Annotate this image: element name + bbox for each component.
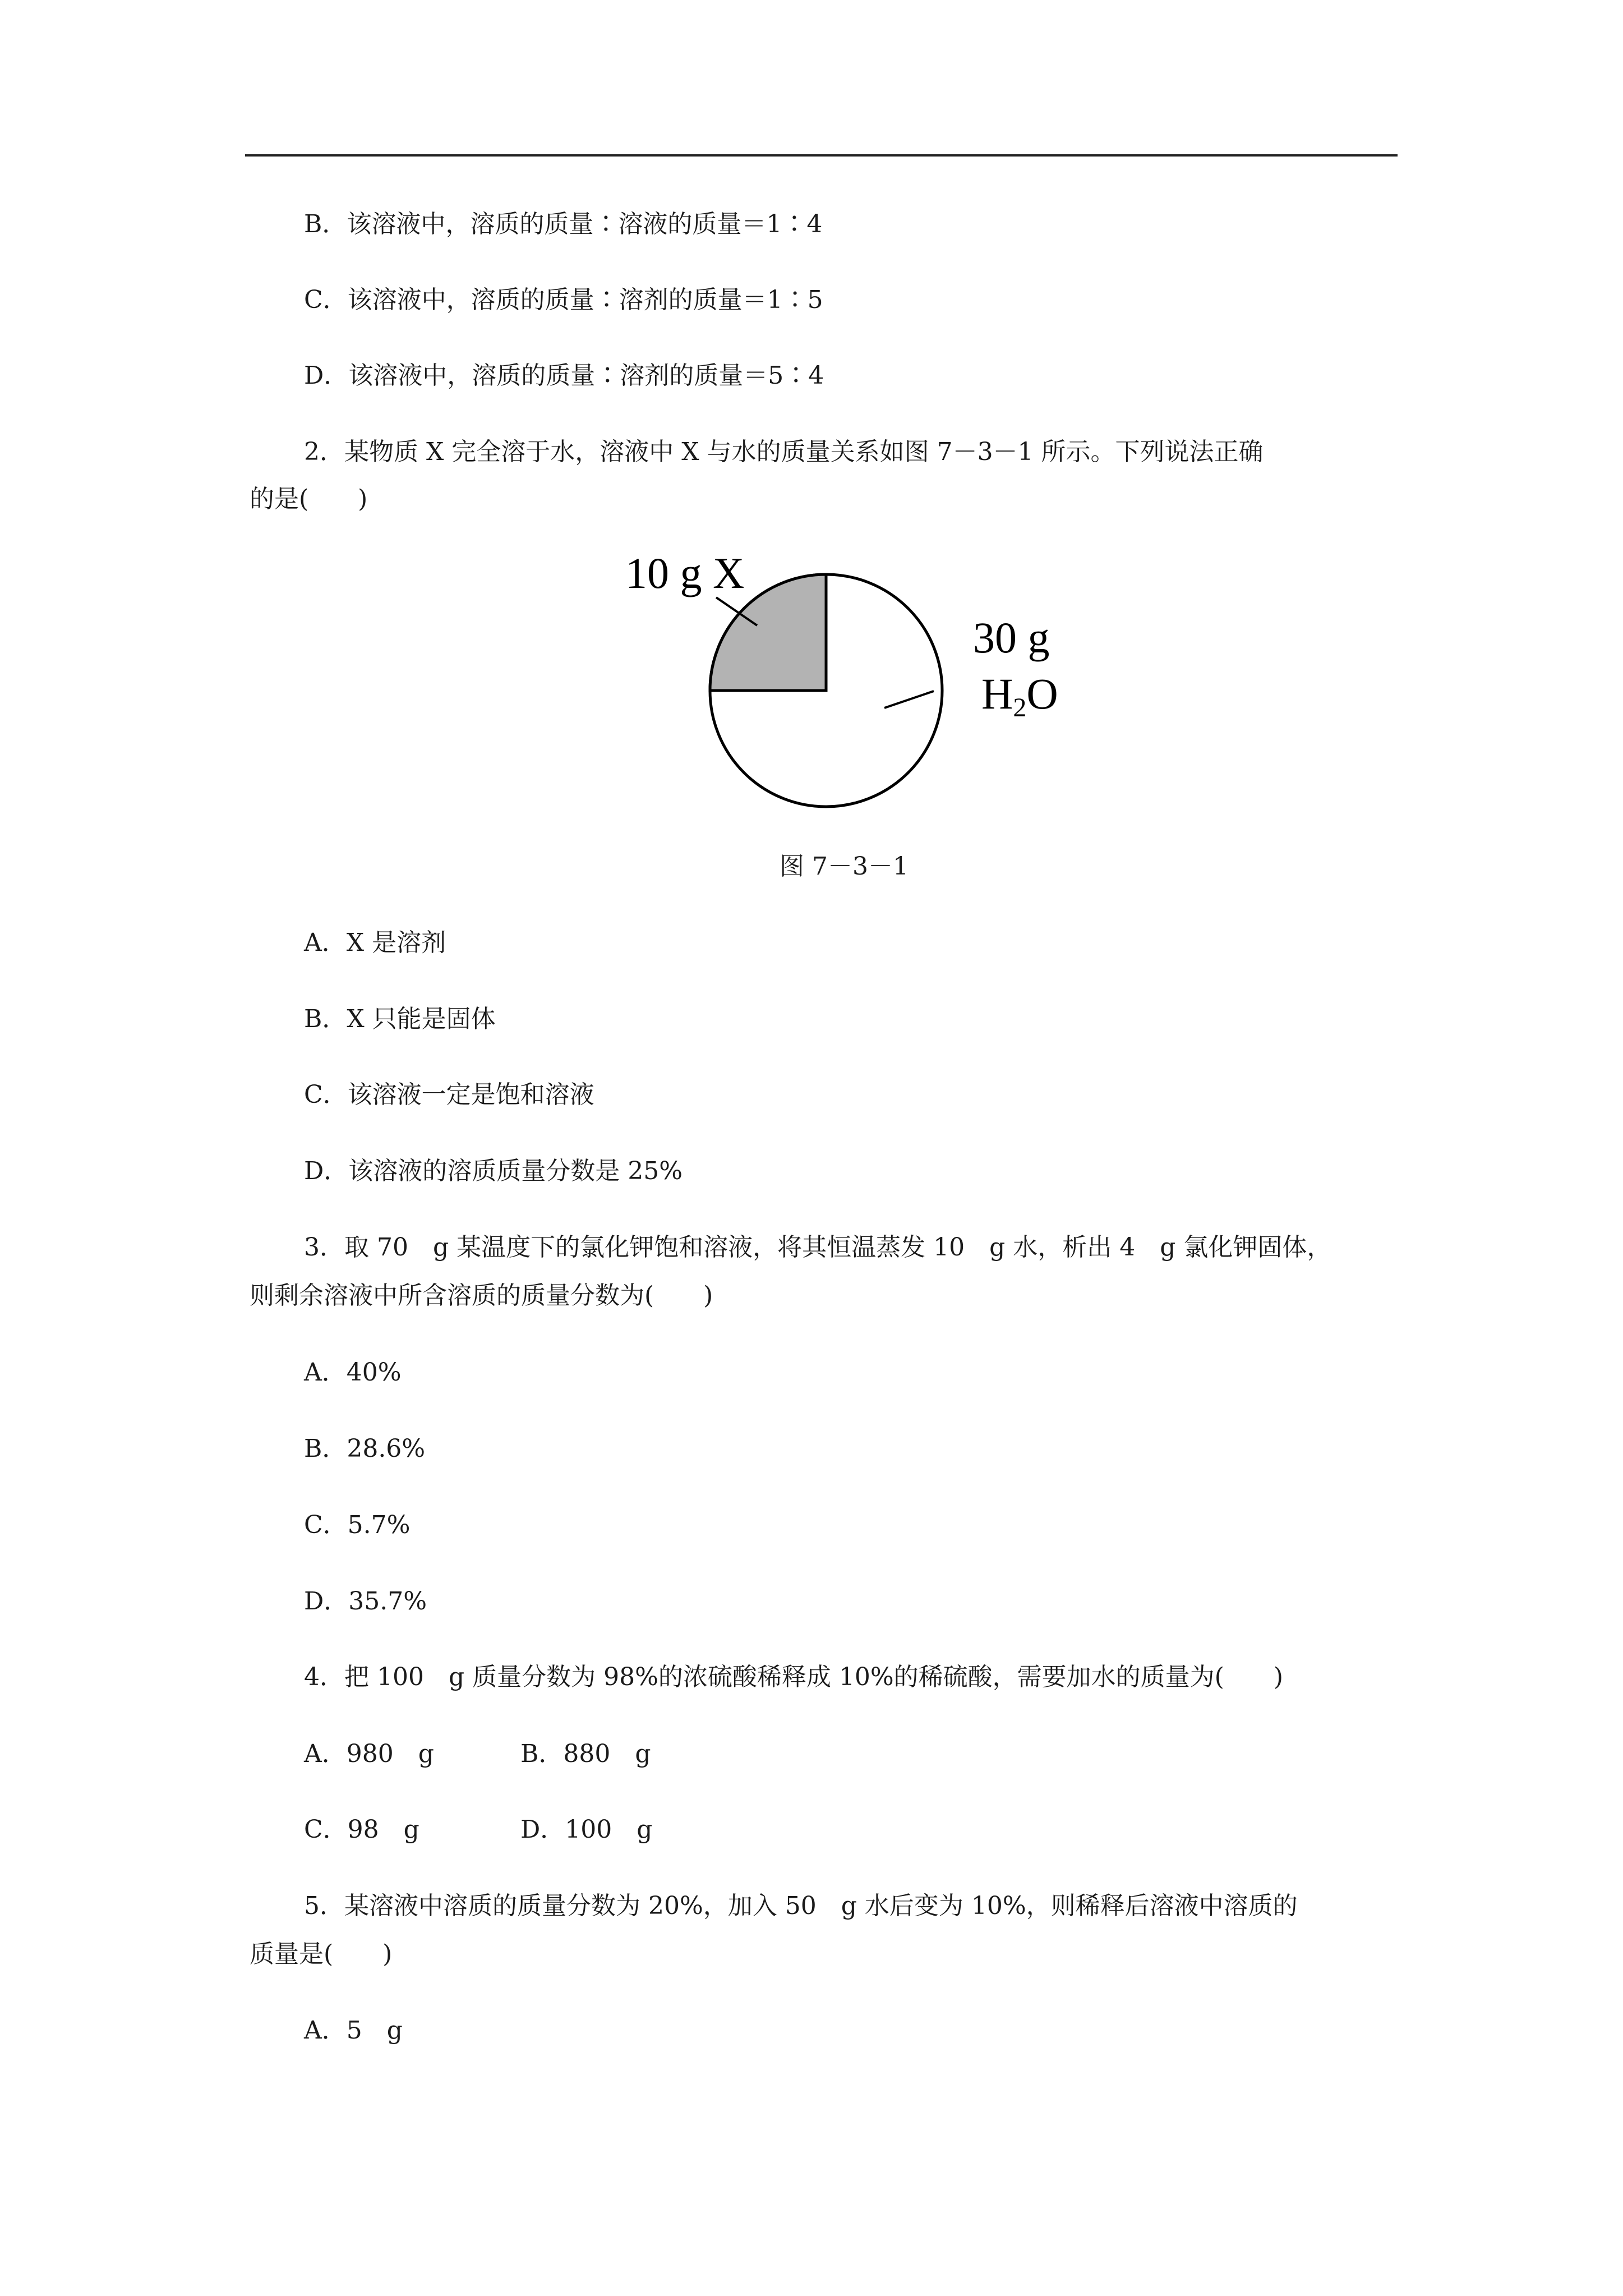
q2-option-b: B．X 只能是固体 bbox=[304, 1005, 496, 1033]
q3-stem-line2: 则剩余溶液中所含溶质的质量分数为( ) bbox=[250, 1281, 713, 1310]
q4-option-c: C．98 g bbox=[304, 1815, 419, 1844]
q1-option-c: C．该溶液中，溶质的质量∶溶剂的质量＝1∶5 bbox=[304, 286, 823, 314]
q4-option-d: D．100 g bbox=[520, 1815, 653, 1844]
q3-stem-line1: 3．取 70 g 某温度下的氯化钾饱和溶液，将其恒温蒸发 10 g 水，析出 4 g 氯化钾固体， bbox=[304, 1233, 1332, 1262]
q2-stem-line2: 的是( ) bbox=[250, 485, 368, 513]
q5-option-a: A．5 g bbox=[304, 2016, 403, 2045]
q3-option-b: B．28.6% bbox=[304, 1434, 426, 1463]
label-x: 10 g X bbox=[625, 550, 745, 597]
q3-option-c: C．5.7% bbox=[304, 1511, 411, 1539]
q2-pie-figure bbox=[606, 550, 1088, 819]
q5-stem-line2: 质量是( ) bbox=[250, 1940, 393, 1968]
label-water-formula: H2O bbox=[981, 669, 1058, 723]
q2-stem-line1: 2．某物质 X 完全溶于水，溶液中 X 与水的质量关系如图 7－3－1 所示。下列说法正确 bbox=[304, 438, 1264, 466]
q3-option-a: A．40% bbox=[304, 1358, 402, 1387]
q1-option-b: B．该溶液中，溶质的质量∶溶液的质量＝1∶4 bbox=[304, 210, 823, 238]
q3-option-d: D．35.7% bbox=[304, 1587, 427, 1616]
label-water-mass: 30 g bbox=[973, 613, 1050, 662]
q4-option-b: B．880 g bbox=[520, 1740, 651, 1768]
q2-figure-caption: 图 7－3－1 bbox=[780, 852, 909, 881]
q5-stem-line1: 5．某溶液中溶质的质量分数为 20%，加入 50 g 水后变为 10%，则稀释后溶液中溶质的 bbox=[304, 1892, 1298, 1920]
header-rule bbox=[245, 154, 1398, 157]
q2-option-a: A．X 是溶剂 bbox=[304, 928, 446, 957]
q4-option-a: A．980 g bbox=[304, 1740, 434, 1768]
q1-option-d: D．该溶液中，溶质的质量∶溶剂的质量＝5∶4 bbox=[304, 361, 824, 390]
q4-stem: 4．把 100 g 质量分数为 98%的浓硫酸稀释成 10%的稀硫酸，需要加水的质量为( ) bbox=[304, 1663, 1284, 1691]
q2-option-d: D．该溶液的溶质质量分数是 25% bbox=[304, 1157, 683, 1185]
q2-option-c: C．该溶液一定是饱和溶液 bbox=[304, 1080, 594, 1109]
